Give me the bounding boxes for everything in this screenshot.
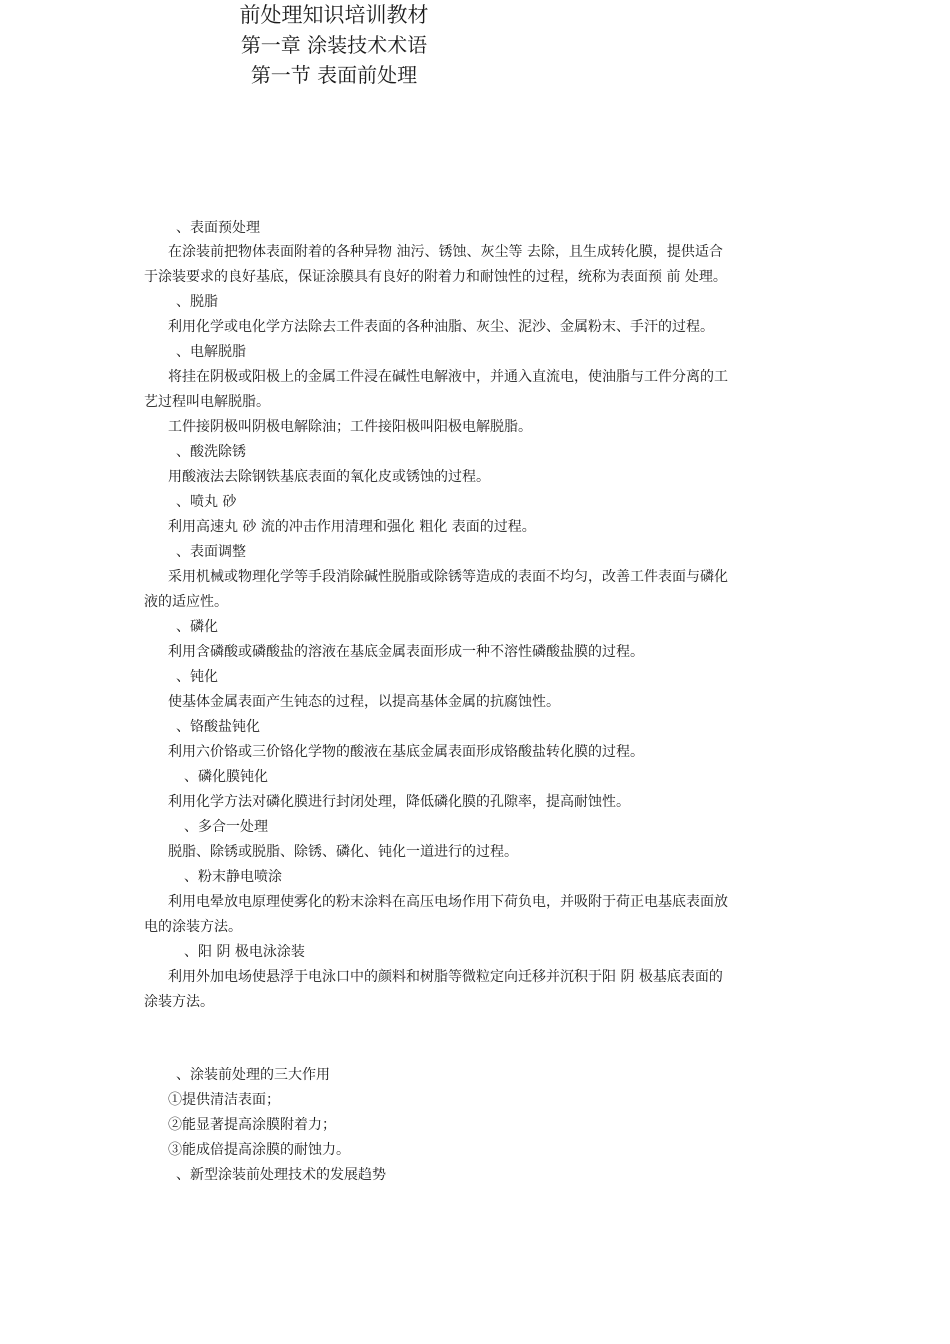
body-line: 液的适应性。	[144, 594, 228, 610]
term-heading: 、脱脂	[176, 294, 218, 310]
term-heading: 、钝化	[176, 669, 218, 685]
list-item: ③能成倍提高涂膜的耐蚀力。	[168, 1142, 350, 1158]
term-heading: 、多合一处理	[184, 819, 268, 835]
term-heading: 、磷化	[176, 619, 218, 635]
body-line: 电的涂装方法。	[144, 919, 242, 935]
document-title: 前处理知识培训教材	[239, 3, 429, 27]
body-line: 脱脂、除锈或脱脂、除锈、磷化、钝化一道进行的过程。	[168, 844, 518, 860]
body-line: 利用六价铬或三价铬化学物的酸液在基底金属表面形成铬酸盐转化膜的过程。	[168, 744, 644, 760]
term-heading: 、表面调整	[176, 544, 246, 560]
term-heading: 、酸洗除锈	[176, 444, 246, 460]
body-line: 工件接阴极叫阴极电解除油；工件接阳极叫阳极电解脱脂。	[168, 419, 532, 435]
term-heading: 、阳 阴 极电泳涂装	[184, 944, 305, 960]
body-line: 利用外加电场使悬浮于电泳口中的颜料和树脂等微粒定向迁移并沉积于阳 阴 极基底表面的	[168, 969, 723, 985]
term-heading: 、磷化膜钝化	[184, 769, 268, 785]
body-line: 在涂装前把物体表面附着的各种异物 油污、锈蚀、灰尘等 去除，且生成转化膜，提供适合	[168, 244, 723, 260]
term-heading: 、电解脱脂	[176, 344, 246, 360]
term-heading: 、铬酸盐钝化	[176, 719, 260, 735]
term-heading: 、新型涂装前处理技术的发展趋势	[176, 1167, 386, 1183]
body-line: 于涂装要求的良好基底，保证涂膜具有良好的附着力和耐蚀性的过程，统称为表面预 前 处理。	[144, 269, 727, 285]
body-line: 用酸液法去除钢铁基底表面的氧化皮或锈蚀的过程。	[168, 469, 490, 485]
list-item: ②能显著提高涂膜附着力；	[168, 1117, 336, 1133]
body-line: 利用含磷酸或磷酸盐的溶液在基底金属表面形成一种不溶性磷酸盐膜的过程。	[168, 644, 644, 660]
body-line: 利用电晕放电原理使雾化的粉末涂料在高压电场作用下荷负电，并吸附于荷正电基底表面放	[168, 894, 728, 910]
body-line: 艺过程叫电解脱脂。	[144, 394, 270, 410]
body-line: 涂装方法。	[144, 994, 214, 1010]
body-line: 利用化学方法对磷化膜进行封闭处理，降低磷化膜的孔隙率，提高耐蚀性。	[168, 794, 630, 810]
list-item: ①提供清洁表面；	[168, 1092, 280, 1108]
term-heading: 、喷丸 砂	[176, 494, 237, 510]
body-line: 采用机械或物理化学等手段消除碱性脱脂或除锈等造成的表面不均匀，改善工件表面与磷化	[168, 569, 728, 585]
body-line: 将挂在阴极或阳极上的金属工件浸在碱性电解液中，并通入直流电，使油脂与工件分离的工	[168, 369, 728, 385]
body-line: 利用化学或电化学方法除去工件表面的各种油脂、灰尘、泥沙、金属粉末、手汗的过程。	[168, 319, 714, 335]
term-heading: 、涂装前处理的三大作用	[176, 1067, 330, 1083]
body-line: 使基体金属表面产生钝态的过程，以提高基体金属的抗腐蚀性。	[168, 694, 560, 710]
term-heading: 、粉末静电喷涂	[184, 869, 282, 885]
body-line: 利用高速丸 砂 流的冲击作用清理和强化 粗化 表面的过程。	[168, 519, 536, 535]
term-heading: 、表面预处理	[176, 220, 260, 236]
section-title: 第一节 表面前处理	[250, 63, 418, 87]
chapter-title: 第一章 涂装技术术语	[240, 33, 428, 57]
